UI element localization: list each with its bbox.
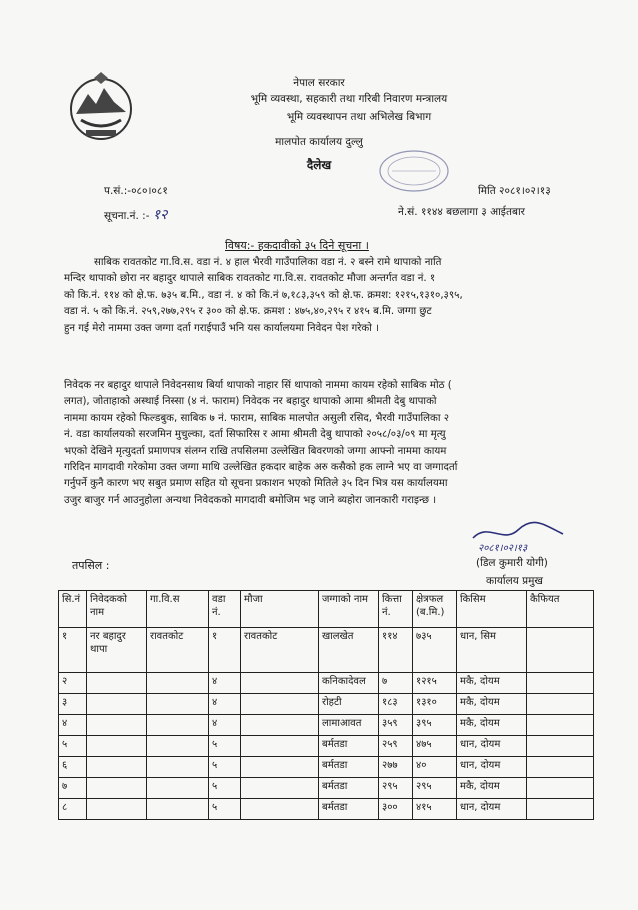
notice-number-value: १२ [152,207,168,223]
table-cell [147,736,209,757]
col-header: कित्ता नं. [379,591,413,628]
paragraph-line: हुन गई मेरो नाममा उक्त जग्गा दर्ता गराईपाउँ भनि यस कार्यालयमा निवेदन पेश गरेको । [64,322,379,334]
table-cell [87,778,147,799]
table-cell: ६ [59,757,87,778]
header-line-1: नेपाल सरकार [293,77,345,89]
tapsil-label: तपसिल : [72,559,110,572]
table-cell: ५ [209,736,241,757]
table-cell: ५ [209,757,241,778]
table-cell: ७३५ [413,628,457,673]
table-cell: ४ [209,715,241,736]
table-cell: २ [59,673,87,694]
table-cell [147,673,209,694]
table-cell [147,757,209,778]
table-cell: ५ [209,799,241,820]
table-cell [527,694,594,715]
table-cell [147,778,209,799]
table-cell: नर बहादुर थापा [87,628,147,673]
table-cell: ८ [59,799,87,820]
col-header: गा.वि.स [147,591,209,628]
table-cell: बर्मतडा [319,757,379,778]
table-cell: ७ [59,778,87,799]
notice-number [104,205,167,224]
table-cell: मकै, दोयम [457,694,527,715]
table-cell [241,694,319,715]
table-cell: धान, सिम [457,628,527,673]
table-cell: १ [209,628,241,673]
table-cell: २९५ [379,778,413,799]
table-cell: १२१५ [413,673,457,694]
table-cell [87,757,147,778]
table-cell: २९५ [413,778,457,799]
col-header: कैफियत [527,591,594,628]
table-cell: ४ [59,715,87,736]
table-cell: कनिकादेवल [319,673,379,694]
table-cell: २७७ [379,757,413,778]
table-cell [241,778,319,799]
table-cell [147,715,209,736]
nepal-sambat-date: ने.सं. ११४४ बछलागा ३ आईतबार [398,206,525,218]
ref-number: प.सं.:-०८०।०८१ [104,185,168,197]
paragraph-line: साबिक रावतकोट गा.वि.स. वडा नं. ४ हाल भैरवी गाउँपालिका वडा नं. २ बस्ने रामे थापाको नाति [94,257,442,268]
table-cell: १३१० [413,694,457,715]
paragraph-line: उजुर बाजुर गर्न आउनुहोला अन्यथा निवेदकको मागदावी बमोजिम भइ जाने ब्यहोरा जानकारी गराइन्छ । [64,494,437,506]
paragraph-line: को कि.नं. ११४ को क्षे.फ. ७३५ ब.मि., वडा नं. ४ को कि.नं ७,१८३,३५९ को क्षे.फ. क्रमश: १२१५,१३१०,३९५, [64,289,463,301]
table-cell: ५ [59,736,87,757]
table-cell [241,757,319,778]
table-cell: ४१५ [413,799,457,820]
col-header: क्षेत्रफल (ब.मि.) [413,591,457,628]
table-cell: १ [59,628,87,673]
table-cell [527,736,594,757]
table-cell: ५ [209,778,241,799]
table-cell: लामाआवत [319,715,379,736]
header-line-5: दैलेख [306,158,332,172]
table-cell: रावतकोट [147,628,209,673]
header-line-4: मालपोत कार्यालय दुल्लु [275,136,363,148]
table-cell: बर्मतडा [319,736,379,757]
table-cell: रोहटी [319,694,379,715]
paragraph-line: मन्दिर थापाको छोरा नर बहादुर थापाले साबिक रावतकोट गा.वि.स. रावतकोट मौजा अन्तर्गत वडा नं. १ [64,273,436,285]
table-cell: धान, दोयम [457,799,527,820]
table-cell: मकै, दोयम [457,715,527,736]
table-cell: १८३ [379,694,413,715]
table-cell: ३९५ [413,715,457,736]
table-cell [87,673,147,694]
table-cell [147,799,209,820]
table-cell: ११४ [379,628,413,673]
col-header: सि.नं [59,591,87,628]
office-stamp-icon [378,148,450,194]
paragraph-1 [64,255,574,337]
col-header: वडा नं. [209,591,241,628]
table-cell: ४ [209,694,241,715]
table-row [59,694,594,715]
table-row [59,778,594,799]
table-cell: रावतकोट [241,628,319,673]
paragraph-line: नं. वडा कार्यालयको सरजमिन मुचुल्का, दर्ता सिफारिस र आमा श्रीमती देबु थापाको २०५८/०३/०९ मा मृत्यु [64,429,446,441]
col-header: किसिम [457,591,527,628]
paragraph-line: लगत), जोताहाको अस्थाई निस्सा (४ नं. फाराम) निवेदक नर बहादुर थापाको आमा श्रीमती देबु थापाको [64,396,437,408]
table-cell [87,736,147,757]
table-cell [87,694,147,715]
table-cell [527,673,594,694]
subject: विषय:- हकदावीको ३५ दिने सूचना । [225,239,369,252]
table-row [59,757,594,778]
table-cell: धान, दोयम [457,736,527,757]
table-cell [241,673,319,694]
paragraph-2 [64,378,574,509]
table-cell [241,736,319,757]
paragraph-line: निवेदक नर बहादुर थापाले निवेदनसाथ बिर्या थापाको नाहार सिं थापाको नाममा कायम रहेको साबिक मोठ ( [64,380,452,391]
table-cell: मकै, दोयम [457,673,527,694]
table-cell [87,715,147,736]
header-line-3: भूमि व्यवस्थापन तथा अभिलेख बिभाग [286,111,432,123]
table-cell: ४० [413,757,457,778]
table-cell: खालखेत [319,628,379,673]
table-cell [147,694,209,715]
table-row [59,715,594,736]
table-cell [527,778,594,799]
signatory-name: (डिल कुमारी योगी) [476,557,548,569]
table-row [59,628,594,673]
notice-number-label: सूचना.नं. :- [104,210,150,222]
table-row [59,799,594,820]
paragraph-line: गरिदिन मागदावी गरेकोमा उक्त जग्गा माथि उल्लेखित हकदार बाहेक अरु कसैको हक लाग्ने भए वा जग्गादर्ता [64,462,458,474]
table-cell: ३५९ [379,715,413,736]
signatory-title: कार्यालय प्रमुख [486,575,543,587]
header-line-2: भूमि व्यवस्था, सहकारी तथा गरिबी निवारण मन्त्रालय [250,93,448,105]
table-cell: २५९ [379,736,413,757]
table-cell [87,799,147,820]
table-cell [527,799,594,820]
table-cell [527,628,594,673]
table-header-row [59,591,594,628]
date: मिति २०८१।०२।१३ [478,185,551,197]
table-row [59,736,594,757]
paragraph-line: नाममा कायम रहेको फिल्डबुक, साबिक ७ नं. फाराम, साबिक मालपोत असुली रसिद, भैरवी गाउँपालिका २ [64,412,450,424]
table-cell: ४७५ [413,736,457,757]
col-header: जग्गाको नाम [319,591,379,628]
col-header: मौजा [241,591,319,628]
paragraph-line: वडा नं. ५ को कि.नं. २५९,२७७,२९५ र ३०० को क्षे.फ. क्रमश : ४७५,४०,२९५ र ४१५ ब.मि. जग्गा छुट [64,306,432,318]
table-cell: धान, दोयम [457,757,527,778]
table-cell [527,715,594,736]
table-cell: मकै, दोयम [457,778,527,799]
table-cell [241,799,319,820]
table-cell: ३०० [379,799,413,820]
land-details-table [58,590,594,820]
table-cell [241,715,319,736]
paragraph-line: भएको देखिने मृत्युदर्ता प्रमाणपत्र संलग्न राखि तपसिलमा उल्लेखित बिवरणको जग्गा आफ्नो नाममा कायम [64,445,447,457]
col-header: निवेदकको नाम [87,591,147,628]
table-cell: ४ [209,673,241,694]
table-cell: ३ [59,694,87,715]
paragraph-line: गर्नुपर्ने कुनै कारण भए सबुत प्रमाण सहित यो सूचना प्रकाशन भएको मितिले ३५ दिन भित्र यस कार्यालयमा [64,478,448,490]
table-cell [527,757,594,778]
table-cell: बर्मतडा [319,778,379,799]
table-cell: बर्मतडा [319,799,379,820]
table-row [59,673,594,694]
signature-date: २०८१।०२।१३ [478,543,528,554]
table-cell: ७ [379,673,413,694]
